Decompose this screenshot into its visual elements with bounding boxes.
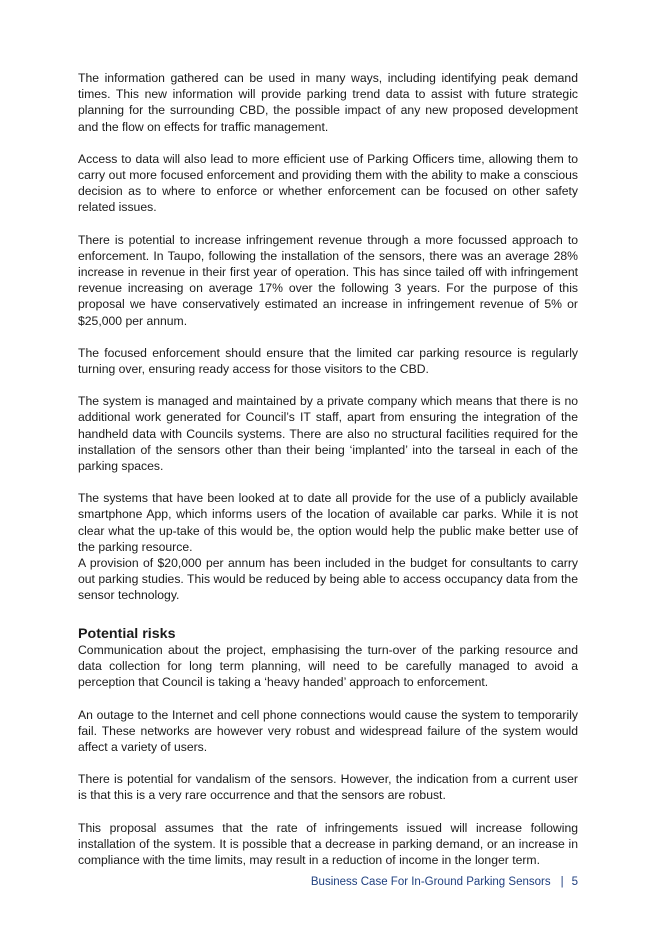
footer-title: Business Case For In-Ground Parking Sensors [310,876,551,888]
paragraph-outage-risk: An outage to the Internet and cell phone connections would cause the system to temporarily fail. These networks are however very robust and widespread failure of the system would affect a variety of users. [78,707,578,754]
page-footer [311,876,578,888]
paragraph-system-management: The system is managed and maintained by a private company which means that there is no additional work generated for Council’s IT staff, apart from ensuring the integration of the handheld data with Councils systems. There are also no structural facilities required for the installation of the sensors other than their being ‘implanted’ into the tarseal in each of the parking spaces. [78,394,578,474]
paragraph-focused-enforcement: The focused enforcement should ensure that the limited car parking resource is regularly turning over, ensuring ready access for those visitors to the CBD. [78,345,578,377]
paragraph-vandalism-risk: There is potential for vandalism of the sensors. However, the indication from a current user is that this is a very rare occurrence and that the sensors are robust. [78,772,578,803]
page-number: 5 [571,876,578,888]
paragraph-communication-risk: Communication about the project, emphasising the turn-over of the parking resource and data collection for long term planning, will need to be carefully managed to avoid a perception that Council is taking a ‘heavy handed’ approach to enforcement. [78,642,578,690]
paragraph-infringement-revenue: There is potential to increase infringement revenue through a more focussed approach to enforcement. In Taupo, following the installation of the sensors, there was an average 28% increase in revenue in their first year of operation. This has since tailed off with infringement revenue increasing on average 17% over the following 3 years. For the purpose of this proposal we have conservatively estimated an increase in infringement revenue of 5% or $25,000 per annum. [78,232,578,328]
paragraph-information-gathered: The information gathered can be used in many ways, including identifying peak demand times. This new information will provide parking trend data to assist with future strategic planning for the surrounding CBD, the possible impact of any new proposed development and the flow on effects for traffic management. [78,71,578,134]
section-heading-potential-risks: Potential risks [78,625,176,642]
document-body [78,70,578,884]
paragraph-access-to-data: Access to data will also lead to more efficient use of Parking Officers time, allowing them to carry out more focused enforcement and providing them with the ability to make a conscious decision as to where to enforce or whether enforcement can be focused on other safety related issues. [78,151,578,215]
paragraph-smartphone-app: The systems that have been looked at to date all provide for the use of a publicly available smartphone App, which informs users of the location of available car parks. While it is not clear what the up-take of this would be, the option would help the public make better use of the parking resource. [78,491,578,554]
paragraph-income-risk: This proposal assumes that the rate of infringements issued will increase following installation of the system. It is possible that a decrease in parking demand, or an increase in compliance with the time limits, may result in a reduction of income in the longer term. [78,820,578,867]
footer-separator: | [560,876,564,888]
paragraph-consultant-provision: A provision of $20,000 per annum has been included in the budget for consultants to carry out parking studies. This would be reduced by being able to access occupancy data from the sensor technology. [78,556,578,603]
